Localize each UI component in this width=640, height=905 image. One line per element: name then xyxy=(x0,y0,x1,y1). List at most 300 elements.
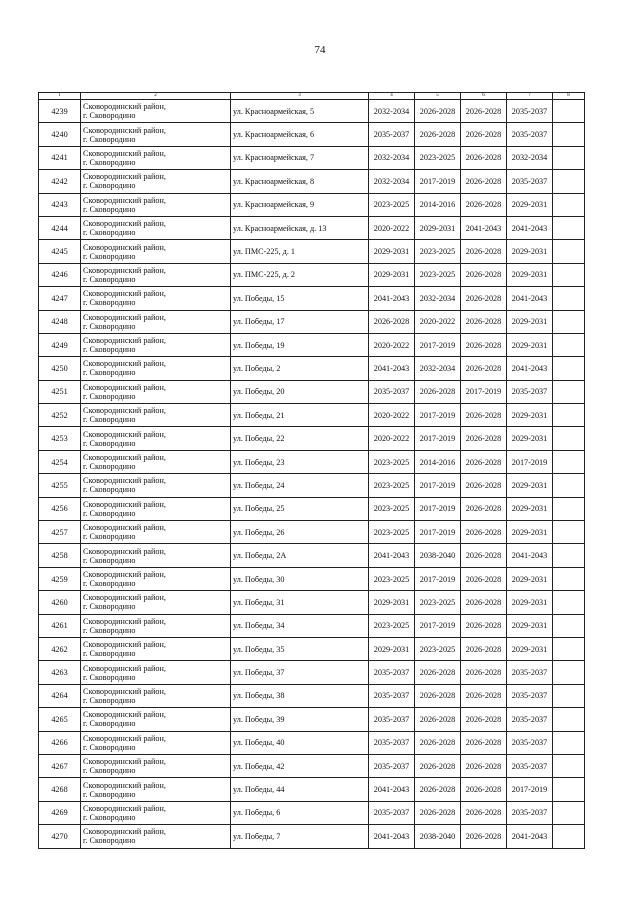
note-cell xyxy=(553,404,585,427)
period-cell: 2026-2028 xyxy=(461,287,507,310)
table-row xyxy=(39,357,585,380)
period-cell: 2026-2028 xyxy=(415,380,461,403)
row-number-cell: 4259 xyxy=(39,567,81,590)
locality-cell xyxy=(81,404,231,427)
period-cell: 2020-2022 xyxy=(369,427,415,450)
district-text: Сковородинский район, xyxy=(83,172,166,182)
period-cell: 2026-2028 xyxy=(461,193,507,216)
period-cell: 2023-2025 xyxy=(415,637,461,660)
district-text: Сковородинский район, xyxy=(83,523,166,533)
period-cell: 2035-2037 xyxy=(369,684,415,707)
period-cell: 2020-2022 xyxy=(415,310,461,333)
locality-cell xyxy=(81,100,231,123)
period-cell: 2026-2028 xyxy=(415,708,461,731)
table-row xyxy=(39,474,585,497)
period-cell: 2032-2034 xyxy=(369,146,415,169)
period-cell: 2017-2019 xyxy=(415,427,461,450)
district-text: Сковородинский район, xyxy=(83,476,166,486)
period-cell: 2026-2028 xyxy=(461,544,507,567)
period-cell: 2023-2025 xyxy=(369,614,415,637)
period-cell: 2026-2028 xyxy=(461,263,507,286)
period-cell: 2017-2019 xyxy=(415,404,461,427)
period-cell: 2023-2025 xyxy=(415,263,461,286)
period-cell: 2032-2034 xyxy=(415,357,461,380)
table-row xyxy=(39,310,585,333)
period-cell: 2026-2028 xyxy=(415,661,461,684)
period-cell: 2026-2028 xyxy=(461,404,507,427)
column-number-row xyxy=(39,93,585,100)
row-number-cell: 4243 xyxy=(39,193,81,216)
period-cell: 2026-2028 xyxy=(461,521,507,544)
locality-cell xyxy=(81,521,231,544)
address-cell: ул. Красноармейская, 9 xyxy=(231,193,369,216)
table-row xyxy=(39,146,585,169)
table-row xyxy=(39,708,585,731)
town-text: г. Сковородино xyxy=(83,532,136,542)
period-cell: 2026-2028 xyxy=(461,333,507,356)
town-text: г. Сковородино xyxy=(83,368,136,378)
address-cell: ул. Победы, 25 xyxy=(231,497,369,520)
town-text: г. Сковородино xyxy=(83,836,136,846)
district-text: Сковородинский район, xyxy=(83,570,166,579)
row-number-cell: 4269 xyxy=(39,801,81,824)
district-text: Сковородинский район, xyxy=(83,289,166,299)
period-cell: 2035-2037 xyxy=(507,731,553,754)
period-cell: 2035-2037 xyxy=(507,684,553,707)
period-cell: 2029-2031 xyxy=(369,591,415,614)
address-cell: ул. Победы, 34 xyxy=(231,614,369,637)
period-cell: 2032-2034 xyxy=(369,100,415,123)
table-row xyxy=(39,193,585,216)
note-cell xyxy=(553,146,585,169)
district-text: Сковородинский район, xyxy=(83,102,166,112)
address-cell: ул. Победы, 42 xyxy=(231,754,369,777)
note-cell xyxy=(553,216,585,239)
locality-cell xyxy=(81,661,231,684)
note-cell xyxy=(553,357,585,380)
period-cell: 2038-2040 xyxy=(415,544,461,567)
address-cell: ул. Победы, 17 xyxy=(231,310,369,333)
note-cell xyxy=(553,708,585,731)
period-cell: 2023-2025 xyxy=(369,193,415,216)
period-cell: 2041-2043 xyxy=(507,825,553,848)
town-text: г. Сковородино xyxy=(83,742,136,752)
period-cell: 2026-2028 xyxy=(415,123,461,146)
locality-cell xyxy=(81,123,231,146)
town-text: г. Сковородино xyxy=(83,298,136,308)
period-cell: 2035-2037 xyxy=(507,754,553,777)
note-cell xyxy=(553,333,585,356)
locality-cell xyxy=(81,637,231,660)
period-cell: 2035-2037 xyxy=(369,754,415,777)
town-text: г. Сковородино xyxy=(83,812,136,822)
locality-cell xyxy=(81,146,231,169)
period-cell: 2017-2019 xyxy=(415,567,461,590)
note-cell xyxy=(553,380,585,403)
note-cell xyxy=(553,544,585,567)
note-cell xyxy=(553,731,585,754)
housing-registry-table xyxy=(38,92,585,849)
table-row xyxy=(39,544,585,567)
period-cell: 2026-2028 xyxy=(415,778,461,801)
period-cell: 2026-2028 xyxy=(461,497,507,520)
locality-cell xyxy=(81,380,231,403)
period-cell: 2029-2031 xyxy=(415,216,461,239)
address-cell: ул. Победы, 7 xyxy=(231,825,369,848)
period-cell: 2020-2022 xyxy=(369,216,415,239)
period-cell: 2017-2019 xyxy=(415,333,461,356)
column-header: 6 xyxy=(461,93,507,100)
period-cell: 2023-2025 xyxy=(369,474,415,497)
period-cell: 2017-2019 xyxy=(507,450,553,473)
table-row xyxy=(39,567,585,590)
table-row xyxy=(39,404,585,427)
district-text: Сковородинский район, xyxy=(83,733,166,743)
locality-cell xyxy=(81,450,231,473)
period-cell: 2041-2043 xyxy=(507,216,553,239)
town-text: г. Сковородино xyxy=(83,345,136,355)
locality-cell xyxy=(81,240,231,263)
table-body xyxy=(39,93,585,849)
period-cell: 2026-2028 xyxy=(415,100,461,123)
town-text: г. Сковородино xyxy=(83,672,136,682)
locality-cell xyxy=(81,708,231,731)
period-cell: 2035-2037 xyxy=(369,708,415,731)
town-text: г. Сковородино xyxy=(83,181,136,191)
period-cell: 2041-2043 xyxy=(461,216,507,239)
locality-cell xyxy=(81,731,231,754)
district-text: Сковородинский район, xyxy=(83,803,166,813)
address-cell: ул. Победы, 2А xyxy=(231,544,369,567)
period-cell: 2017-2019 xyxy=(415,497,461,520)
address-cell: ул. Красноармейская, д. 13 xyxy=(231,216,369,239)
period-cell: 2026-2028 xyxy=(415,801,461,824)
address-cell: ул. Красноармейская, 5 xyxy=(231,100,369,123)
address-cell: ул. Победы, 37 xyxy=(231,661,369,684)
note-cell xyxy=(553,287,585,310)
row-number-cell: 4248 xyxy=(39,310,81,333)
period-cell: 2029-2031 xyxy=(507,427,553,450)
town-text: г. Сковородино xyxy=(83,251,136,261)
period-cell: 2041-2043 xyxy=(369,357,415,380)
period-cell: 2032-2034 xyxy=(369,170,415,193)
row-number-cell: 4258 xyxy=(39,544,81,567)
period-cell: 2029-2031 xyxy=(507,591,553,614)
period-cell: 2041-2043 xyxy=(507,287,553,310)
address-cell: ул. Победы, 39 xyxy=(231,708,369,731)
address-cell: ул. Красноармейская, 6 xyxy=(231,123,369,146)
address-cell: ул. Победы, 38 xyxy=(231,684,369,707)
district-text: Сковородинский район, xyxy=(83,640,166,650)
period-cell: 2029-2031 xyxy=(507,310,553,333)
period-cell: 2029-2031 xyxy=(507,497,553,520)
period-cell: 2029-2031 xyxy=(369,240,415,263)
note-cell xyxy=(553,497,585,520)
row-number-cell: 4266 xyxy=(39,731,81,754)
table-row xyxy=(39,661,585,684)
period-cell: 2014-2016 xyxy=(415,450,461,473)
note-cell xyxy=(553,310,585,333)
locality-cell xyxy=(81,170,231,193)
address-cell: ул. Победы, 40 xyxy=(231,731,369,754)
note-cell xyxy=(553,123,585,146)
table-row xyxy=(39,170,585,193)
period-cell: 2023-2025 xyxy=(369,450,415,473)
locality-cell xyxy=(81,825,231,848)
note-cell xyxy=(553,591,585,614)
locality-cell xyxy=(81,754,231,777)
period-cell: 2026-2028 xyxy=(461,684,507,707)
period-cell: 2026-2028 xyxy=(461,100,507,123)
period-cell: 2017-2019 xyxy=(415,521,461,544)
table-row xyxy=(39,333,585,356)
address-cell: ул. Победы, 20 xyxy=(231,380,369,403)
period-cell: 2026-2028 xyxy=(461,427,507,450)
page-number: 74 xyxy=(314,44,326,56)
period-cell: 2023-2025 xyxy=(369,521,415,544)
table-row xyxy=(39,778,585,801)
table-row xyxy=(39,521,585,544)
locality-cell xyxy=(81,778,231,801)
note-cell xyxy=(553,661,585,684)
column-header: 3 xyxy=(231,93,369,100)
period-cell: 2032-2034 xyxy=(415,287,461,310)
locality-cell xyxy=(81,684,231,707)
column-header: 2 xyxy=(81,93,231,100)
period-cell: 2026-2028 xyxy=(461,661,507,684)
address-cell: ул. Победы, 30 xyxy=(231,567,369,590)
period-cell: 2038-2040 xyxy=(415,825,461,848)
period-cell: 2026-2028 xyxy=(461,474,507,497)
period-cell: 2035-2037 xyxy=(507,708,553,731)
district-text: Сковородинский район, xyxy=(83,429,166,439)
district-text: Сковородинский район, xyxy=(83,546,166,556)
town-text: г. Сковородино xyxy=(83,695,136,705)
period-cell: 2035-2037 xyxy=(507,801,553,824)
district-text: Сковородинский район, xyxy=(83,148,166,158)
note-cell xyxy=(553,521,585,544)
period-cell: 2026-2028 xyxy=(461,614,507,637)
row-number-cell: 4253 xyxy=(39,427,81,450)
period-cell: 2035-2037 xyxy=(369,380,415,403)
period-cell: 2026-2028 xyxy=(461,123,507,146)
town-text: г. Сковородино xyxy=(83,321,136,331)
row-number-cell: 4242 xyxy=(39,170,81,193)
address-cell: ул. Победы, 15 xyxy=(231,287,369,310)
table-row xyxy=(39,263,585,286)
town-text: г. Сковородино xyxy=(83,391,136,401)
row-number-cell: 4268 xyxy=(39,778,81,801)
address-cell: ул. Победы, 6 xyxy=(231,801,369,824)
note-cell xyxy=(553,193,585,216)
row-number-cell: 4260 xyxy=(39,591,81,614)
district-text: Сковородинский район, xyxy=(83,219,166,229)
town-text: г. Сковородино xyxy=(83,111,136,121)
table-row xyxy=(39,427,585,450)
period-cell: 2026-2028 xyxy=(461,801,507,824)
row-number-cell: 4245 xyxy=(39,240,81,263)
row-number-cell: 4256 xyxy=(39,497,81,520)
town-text: г. Сковородино xyxy=(83,719,136,729)
period-cell: 2014-2016 xyxy=(415,193,461,216)
note-cell xyxy=(553,637,585,660)
note-cell xyxy=(553,567,585,590)
address-cell: ул. ПМС-225, д. 1 xyxy=(231,240,369,263)
note-cell xyxy=(553,825,585,848)
period-cell: 2023-2025 xyxy=(369,497,415,520)
locality-cell xyxy=(81,544,231,567)
table-row xyxy=(39,240,585,263)
period-cell: 2026-2028 xyxy=(461,146,507,169)
note-cell xyxy=(553,100,585,123)
note-cell xyxy=(553,778,585,801)
address-cell: ул. Победы, 24 xyxy=(231,474,369,497)
district-text: Сковородинский район, xyxy=(83,710,166,720)
town-text: г. Сковородино xyxy=(83,555,136,565)
district-text: Сковородинский район, xyxy=(83,757,166,767)
period-cell: 2026-2028 xyxy=(461,170,507,193)
locality-cell xyxy=(81,567,231,590)
period-cell: 2029-2031 xyxy=(507,263,553,286)
town-text: г. Сковородино xyxy=(83,438,136,448)
locality-cell xyxy=(81,474,231,497)
district-text: Сковородинский район, xyxy=(83,359,166,369)
row-number-cell: 4255 xyxy=(39,474,81,497)
period-cell: 2041-2043 xyxy=(369,544,415,567)
town-text: г. Сковородино xyxy=(83,274,136,284)
row-number-cell: 4247 xyxy=(39,287,81,310)
locality-cell xyxy=(81,357,231,380)
column-header: 7 xyxy=(507,93,553,100)
town-text: г. Сковородино xyxy=(83,415,136,425)
table-row xyxy=(39,591,585,614)
district-text: Сковородинский район, xyxy=(83,453,166,463)
district-text: Сковородинский район, xyxy=(83,616,166,626)
town-text: г. Сковородино xyxy=(83,485,136,495)
district-text: Сковородинский район, xyxy=(83,593,166,603)
period-cell: 2026-2028 xyxy=(461,591,507,614)
row-number-cell: 4251 xyxy=(39,380,81,403)
period-cell: 2023-2025 xyxy=(415,591,461,614)
period-cell: 2029-2031 xyxy=(507,404,553,427)
row-number-cell: 4257 xyxy=(39,521,81,544)
note-cell xyxy=(553,684,585,707)
period-cell: 2029-2031 xyxy=(507,637,553,660)
period-cell: 2017-2019 xyxy=(507,778,553,801)
table-row xyxy=(39,731,585,754)
note-cell xyxy=(553,427,585,450)
locality-cell xyxy=(81,216,231,239)
period-cell: 2035-2037 xyxy=(369,123,415,146)
period-cell: 2026-2028 xyxy=(461,637,507,660)
table-row xyxy=(39,825,585,848)
note-cell xyxy=(553,614,585,637)
period-cell: 2029-2031 xyxy=(369,637,415,660)
column-header: 4 xyxy=(369,93,415,100)
locality-cell xyxy=(81,591,231,614)
table-row xyxy=(39,801,585,824)
period-cell: 2023-2025 xyxy=(415,240,461,263)
period-cell: 2041-2043 xyxy=(369,287,415,310)
address-cell: ул. Победы, 44 xyxy=(231,778,369,801)
note-cell xyxy=(553,474,585,497)
address-cell: ул. ПМС-225, д. 2 xyxy=(231,263,369,286)
address-cell: ул. Победы, 23 xyxy=(231,450,369,473)
address-cell: ул. Победы, 26 xyxy=(231,521,369,544)
period-cell: 2017-2019 xyxy=(415,614,461,637)
period-cell: 2017-2019 xyxy=(461,380,507,403)
period-cell: 2032-2034 xyxy=(507,146,553,169)
district-text: Сковородинский район, xyxy=(83,336,166,346)
note-cell xyxy=(553,263,585,286)
address-cell: ул. Победы, 35 xyxy=(231,637,369,660)
period-cell: 2017-2019 xyxy=(415,170,461,193)
period-cell: 2026-2028 xyxy=(369,310,415,333)
row-number-cell: 4252 xyxy=(39,404,81,427)
period-cell: 2020-2022 xyxy=(369,333,415,356)
table-row xyxy=(39,380,585,403)
row-number-cell: 4249 xyxy=(39,333,81,356)
period-cell: 2026-2028 xyxy=(461,357,507,380)
note-cell xyxy=(553,801,585,824)
address-cell: ул. Победы, 19 xyxy=(231,333,369,356)
address-cell: ул. Победы, 22 xyxy=(231,427,369,450)
address-cell: ул. Победы, 31 xyxy=(231,591,369,614)
note-cell xyxy=(553,754,585,777)
town-text: г. Сковородино xyxy=(83,649,136,659)
town-text: г. Сковородино xyxy=(83,157,136,167)
town-text: г. Сковородино xyxy=(83,602,136,612)
address-cell: ул. Красноармейская, 8 xyxy=(231,170,369,193)
column-header: 5 xyxy=(415,93,461,100)
town-text: г. Сковородино xyxy=(83,462,136,472)
period-cell: 2035-2037 xyxy=(507,380,553,403)
locality-cell xyxy=(81,333,231,356)
period-cell: 2029-2031 xyxy=(507,474,553,497)
row-number-cell: 4244 xyxy=(39,216,81,239)
locality-cell xyxy=(81,287,231,310)
locality-cell xyxy=(81,801,231,824)
period-cell: 2026-2028 xyxy=(461,567,507,590)
row-number-cell: 4250 xyxy=(39,357,81,380)
period-cell: 2035-2037 xyxy=(507,123,553,146)
period-cell: 2035-2037 xyxy=(369,661,415,684)
district-text: Сковородинский район, xyxy=(83,406,166,416)
locality-cell xyxy=(81,310,231,333)
table-row xyxy=(39,684,585,707)
period-cell: 2026-2028 xyxy=(461,825,507,848)
period-cell: 2035-2037 xyxy=(369,801,415,824)
table-row xyxy=(39,614,585,637)
table-row xyxy=(39,497,585,520)
period-cell: 2026-2028 xyxy=(415,731,461,754)
row-number-cell: 4239 xyxy=(39,100,81,123)
period-cell: 2026-2028 xyxy=(461,310,507,333)
district-text: Сковородинский район, xyxy=(83,312,166,322)
period-cell: 2026-2028 xyxy=(461,778,507,801)
row-number-cell: 4267 xyxy=(39,754,81,777)
period-cell: 2020-2022 xyxy=(369,404,415,427)
period-cell: 2029-2031 xyxy=(507,240,553,263)
note-cell xyxy=(553,170,585,193)
town-text: г. Сковородино xyxy=(83,508,136,518)
period-cell: 2035-2037 xyxy=(507,661,553,684)
table-row xyxy=(39,450,585,473)
locality-cell xyxy=(81,193,231,216)
locality-cell xyxy=(81,497,231,520)
table-row xyxy=(39,123,585,146)
period-cell: 2023-2025 xyxy=(415,146,461,169)
